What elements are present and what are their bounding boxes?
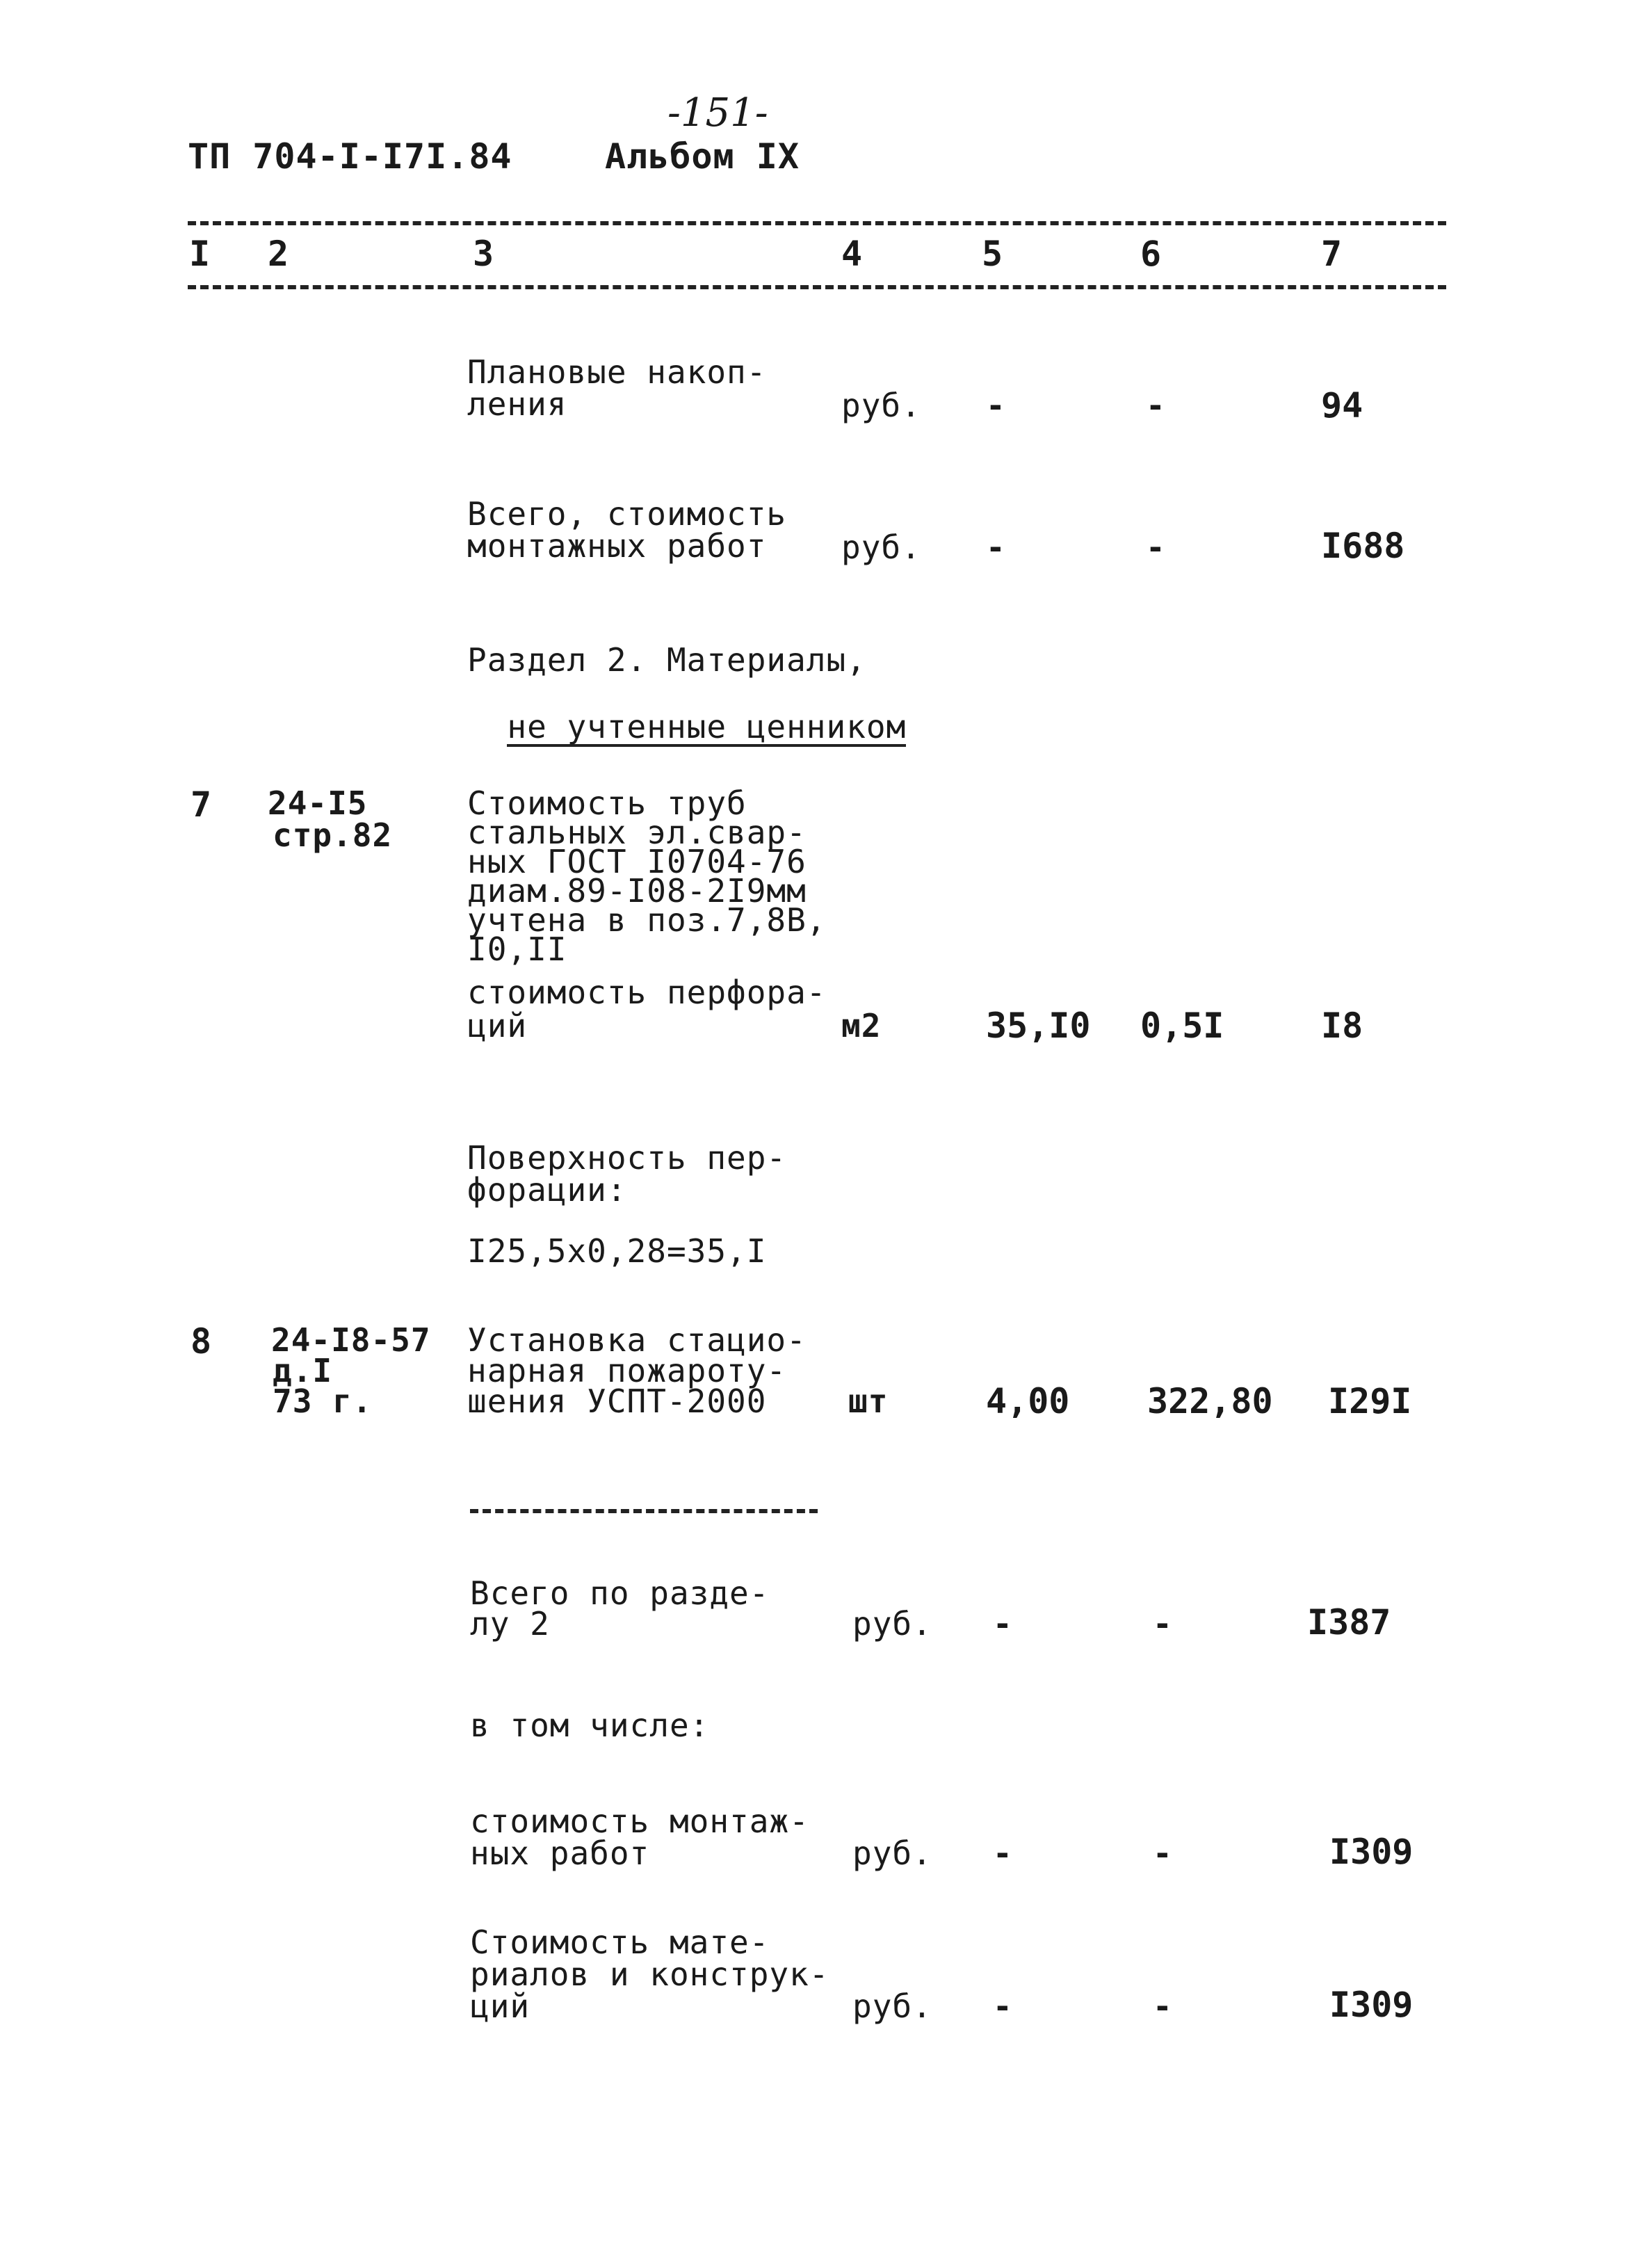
item-7-total: I8 bbox=[1321, 1006, 1363, 1046]
col-header-6: 6 bbox=[1140, 234, 1162, 274]
total-install-label-2: монтажных работ bbox=[467, 527, 767, 565]
item-8-code-d: д.I bbox=[273, 1352, 333, 1389]
total-install-col6: - bbox=[1146, 529, 1166, 566]
planned-label-2: ления bbox=[467, 385, 567, 423]
surface-label-1: Поверхность пер- bbox=[467, 1139, 787, 1177]
item-8-code: 24-I8-57 bbox=[271, 1321, 431, 1359]
total-sec2-col5: - bbox=[993, 1605, 1013, 1643]
item-7-number: 7 bbox=[191, 784, 212, 825]
install-cost-total: I309 bbox=[1329, 1832, 1414, 1872]
total-sec2-col6: - bbox=[1153, 1605, 1173, 1643]
section-2-subtitle-text: не учтенные ценником bbox=[507, 708, 907, 745]
materials-cost-label-2: риалов и конструк- bbox=[470, 1955, 829, 1993]
item-8-desc-2: нарная пожароту- bbox=[467, 1352, 787, 1389]
item-8-code-year: 73 г. bbox=[273, 1382, 373, 1420]
planned-col6: - bbox=[1146, 387, 1166, 424]
item-7-desc-6: I0,II bbox=[467, 930, 567, 968]
total-sec2-unit: руб. bbox=[852, 1605, 932, 1643]
total-sec2-label-2: лу 2 bbox=[470, 1605, 550, 1643]
materials-cost-col5: - bbox=[993, 1987, 1013, 2025]
including-label: в том числе: bbox=[470, 1707, 710, 1744]
item-8-unit-price: 322,80 bbox=[1147, 1381, 1273, 1421]
col-header-1: I bbox=[189, 234, 211, 274]
total-install-col5: - bbox=[986, 529, 1006, 566]
install-cost-col5: - bbox=[993, 1834, 1013, 1872]
item-8-desc-3: шения УСПТ-2000 bbox=[467, 1382, 767, 1420]
item-8-desc-1: Установка стацио- bbox=[467, 1321, 807, 1359]
total-install-unit: руб. bbox=[841, 529, 921, 566]
materials-cost-label-1: Стоимость мате- bbox=[470, 1923, 770, 1961]
header-bottom-rule bbox=[188, 285, 1446, 289]
total-install-total: I688 bbox=[1321, 526, 1405, 566]
item-8-unit: шт bbox=[848, 1382, 889, 1420]
planned-total: 94 bbox=[1321, 385, 1363, 426]
item-7-desc-1: Стоимость труб bbox=[467, 784, 747, 822]
materials-cost-total: I309 bbox=[1329, 1985, 1414, 2025]
item-7-quantity: 35,I0 bbox=[986, 1006, 1091, 1046]
col-header-4: 4 bbox=[841, 234, 863, 274]
item-7-desc-8: ций bbox=[467, 1007, 528, 1044]
header-top-rule bbox=[188, 221, 1446, 225]
document-code: ТП 704-I-I7I.84 bbox=[188, 136, 512, 177]
materials-cost-col6: - bbox=[1153, 1987, 1173, 2025]
item-7-code-page: стр.82 bbox=[273, 816, 393, 854]
col-header-7: 7 bbox=[1321, 234, 1343, 274]
install-cost-col6: - bbox=[1153, 1834, 1173, 1872]
item-7-desc-5: учтена в поз.7,8В, bbox=[467, 901, 827, 939]
subtotal-separator bbox=[470, 1509, 818, 1513]
item-7-unit-price: 0,5I bbox=[1140, 1006, 1224, 1046]
materials-cost-label-3: ций bbox=[470, 1987, 531, 2025]
install-cost-unit: руб. bbox=[852, 1834, 932, 1872]
planned-col5: - bbox=[986, 387, 1006, 424]
item-7-desc-4: диам.89-I08-2I9мм bbox=[467, 872, 807, 910]
install-cost-label-2: ных работ bbox=[470, 1834, 650, 1872]
item-7-unit: м2 bbox=[841, 1007, 882, 1044]
section-2-subtitle bbox=[467, 675, 906, 747]
total-install-label-1: Всего, стоимость bbox=[467, 495, 787, 533]
planned-unit: руб. bbox=[841, 387, 921, 424]
page-number: -151- bbox=[667, 90, 768, 136]
planned-label-1: Плановые накоп- bbox=[467, 353, 767, 391]
album-label: Альбом IX bbox=[605, 136, 800, 177]
item-8-quantity: 4,00 bbox=[986, 1381, 1070, 1421]
item-7-desc-3: ных ГОСТ I0704-76 bbox=[467, 843, 807, 880]
section-2-title: Раздел 2. Материалы, bbox=[467, 641, 866, 679]
install-cost-label-1: стоимость монтаж- bbox=[470, 1802, 809, 1840]
item-8-total: I29I bbox=[1328, 1381, 1412, 1421]
total-sec2-label-1: Всего по разде- bbox=[470, 1574, 770, 1612]
item-7-code: 24-I5 bbox=[268, 784, 368, 822]
item-7-desc-7: стоимость перфора- bbox=[467, 974, 827, 1011]
col-header-5: 5 bbox=[982, 234, 1003, 274]
surface-label-2: форации: bbox=[467, 1171, 627, 1209]
materials-cost-unit: руб. bbox=[852, 1987, 932, 2025]
surface-formula: I25,5х0,28=35,I bbox=[467, 1232, 767, 1270]
item-8-number: 8 bbox=[191, 1321, 212, 1362]
col-header-3: 3 bbox=[473, 234, 494, 274]
item-7-desc-2: стальных эл.свар- bbox=[467, 814, 807, 851]
col-header-2: 2 bbox=[268, 234, 289, 274]
total-sec2-total: I387 bbox=[1307, 1602, 1391, 1643]
